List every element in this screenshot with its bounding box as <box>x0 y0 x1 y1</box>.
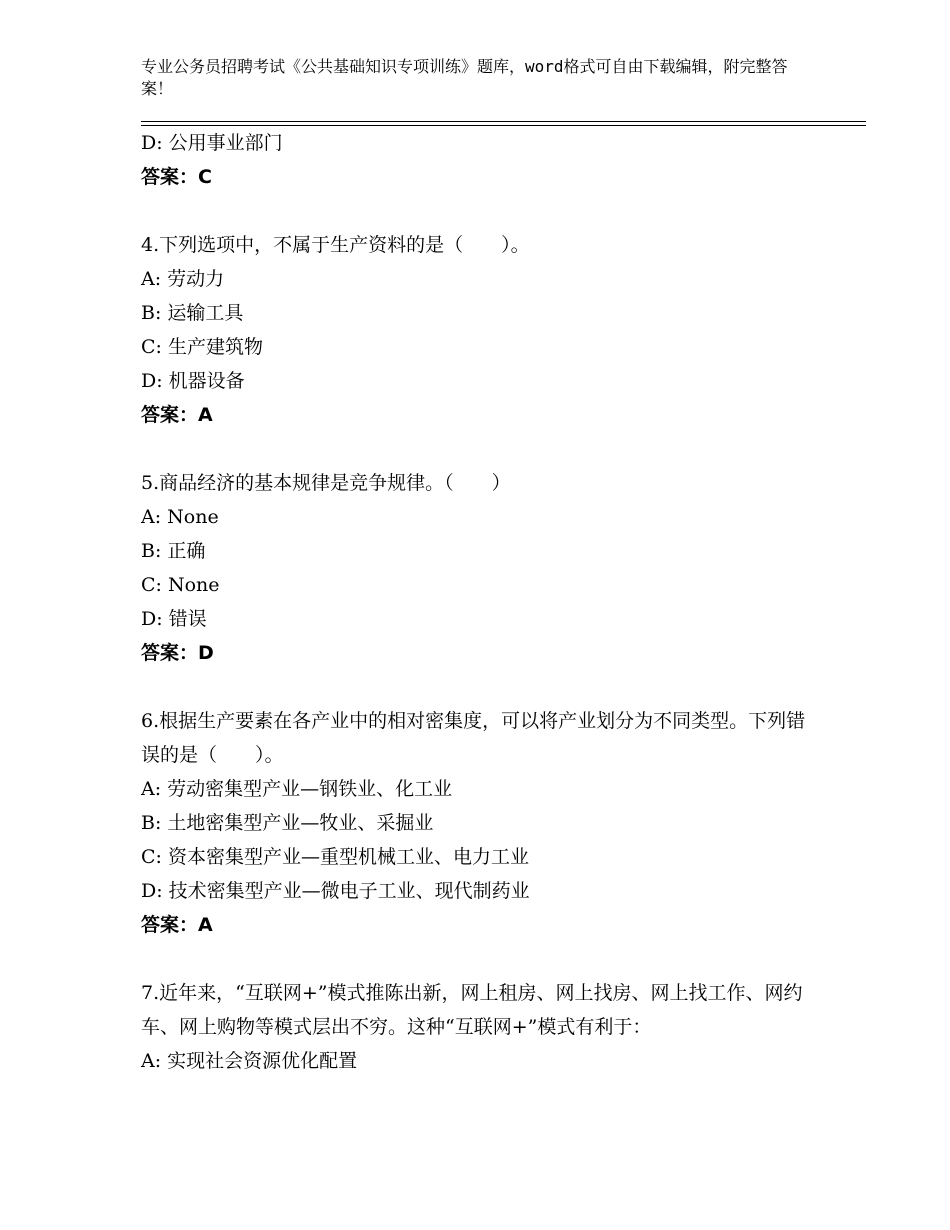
question-content <box>141 126 821 1078</box>
question-5 <box>141 466 821 670</box>
option-c: C: None <box>141 574 220 596</box>
answer: 答案：A <box>141 914 213 936</box>
answer: 答案：A <box>141 404 213 426</box>
question-6 <box>141 704 821 942</box>
option-b: B: 土地密集型产业—牧业、采掘业 <box>141 812 434 834</box>
option-a: A: 劳动密集型产业—钢铁业、化工业 <box>141 778 453 800</box>
option-a: A: 实现社会资源优化配置 <box>141 1050 358 1072</box>
spacer <box>141 670 821 704</box>
option-c: C: 资本密集型产业—重型机械工业、电力工业 <box>141 846 529 868</box>
option-a: A: 劳动力 <box>141 268 225 290</box>
spacer <box>141 942 821 976</box>
option-b: B: 运输工具 <box>141 302 244 324</box>
question-stem: 7.近年来，“互联网+”模式推陈出新，网上租房、网上找房、网上找工作、网约车、网上购物等模式层出不穷。这种“互联网+”模式有利于： <box>141 982 803 1038</box>
option-d: D: 技术密集型产业—微电子工业、现代制药业 <box>141 880 530 902</box>
option-c: C: 生产建筑物 <box>141 336 263 358</box>
question-stem: 4.下列选项中，不属于生产资料的是（ ）。 <box>141 234 530 256</box>
header-rule-top <box>141 121 866 122</box>
spacer <box>141 432 821 466</box>
question-7 <box>141 976 821 1078</box>
question-stem: 6.根据生产要素在各产业中的相对密集度，可以将产业划分为不同类型。下列错误的是（ ）。 <box>141 710 806 766</box>
header-text: 专业公务员招聘考试《公共基础知识专项训练》题库，word格式可自由下载编辑，附完整答案！ <box>141 57 788 98</box>
question-4 <box>141 228 821 432</box>
page-header <box>141 56 791 100</box>
option-b: B: 正确 <box>141 540 206 562</box>
answer: 答案：D <box>141 642 214 664</box>
question-stem: 5.商品经济的基本规律是竞争规律。（ ） <box>141 472 511 494</box>
option-d: D: 机器设备 <box>141 370 245 392</box>
option-d: D: 错误 <box>141 608 207 630</box>
option-d-prev: D: 公用事业部门 <box>141 132 283 154</box>
spacer <box>141 194 821 228</box>
answer-prev: 答案：C <box>141 166 212 188</box>
option-a: A: None <box>141 506 219 528</box>
